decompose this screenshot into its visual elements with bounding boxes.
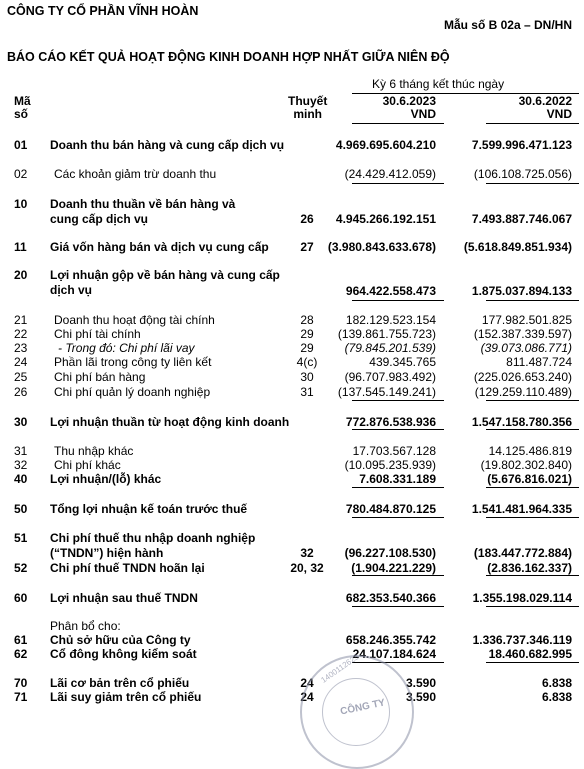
row-note: 27 — [300, 240, 314, 254]
row-code: 22 — [14, 327, 28, 341]
row-desc: Chi phí khác — [54, 458, 121, 472]
row-code: 61 — [14, 633, 28, 647]
row-v1: 964.422.558.473 — [345, 284, 436, 298]
subtotal-rule — [352, 517, 444, 518]
row-desc: Phân bổ cho: — [50, 619, 121, 633]
row-code: 10 — [14, 197, 28, 211]
row-desc: dịch vụ — [50, 283, 93, 297]
header-code-line2: số — [14, 107, 29, 121]
row-code: 11 — [14, 240, 27, 254]
subtotal-rule — [486, 517, 579, 518]
row-desc: cung cấp dịch vụ — [50, 212, 149, 226]
row-v2: 1.541.481.964.335 — [471, 502, 572, 516]
row-note: 20, 32 — [290, 561, 324, 575]
subtotal-rule — [486, 487, 579, 488]
row-v2: 811.487.724 — [506, 355, 572, 369]
row-v2: 177.982.501.825 — [481, 313, 572, 327]
period-header: Kỳ 6 tháng kết thúc ngày — [372, 77, 505, 91]
row-desc: Phần lãi trong công ty liên kết — [54, 355, 212, 369]
row-desc: Chi phí bán hàng — [54, 370, 146, 384]
header-col-2023-unit: VND — [410, 107, 436, 121]
row-desc: Chi phí tài chính — [54, 327, 141, 341]
header-rule-2022 — [486, 123, 579, 124]
row-v2: 7.599.996.471.123 — [471, 138, 572, 152]
subtotal-rule — [352, 575, 444, 576]
row-v2: 1.875.037.894.133 — [471, 284, 572, 298]
row-note: 31 — [300, 385, 314, 399]
subtotal-rule — [486, 662, 579, 663]
header-code — [14, 95, 31, 121]
row-v1: (137.545.149.241) — [337, 385, 436, 399]
row-v1: 17.703.567.128 — [352, 444, 436, 458]
row-v2: 14.125.486.819 — [488, 444, 572, 458]
row-v2: 7.493.887.746.067 — [471, 212, 572, 226]
subtotal-rule — [486, 606, 579, 607]
row-v2: 6.838 — [541, 690, 572, 704]
row-code: 62 — [14, 647, 28, 661]
row-v1: (10.095.235.939) — [344, 458, 436, 472]
subtotal-rule — [352, 606, 444, 607]
row-v1: (96.707.983.492) — [344, 370, 436, 384]
row-desc: Chi phí thuế thu nhập doanh nghiệp — [50, 531, 256, 545]
subtotal-rule — [352, 429, 444, 430]
row-v2: 1.547.158.780.356 — [471, 415, 572, 429]
row-desc: Doanh thu thuần về bán hàng và — [50, 197, 236, 211]
header-note-line1: Thuyết — [288, 94, 328, 108]
subtotal-rule — [486, 575, 579, 576]
row-v2: (5.676.816.021) — [487, 472, 572, 486]
row-code: 20 — [14, 268, 28, 282]
row-v2: (152.387.339.597) — [473, 327, 572, 341]
row-v1: 772.876.538.936 — [345, 415, 436, 429]
row-v2: 18.460.682.995 — [488, 647, 572, 661]
row-desc: Chi phí quản lý doanh nghiệp — [54, 385, 211, 399]
row-note: 24 — [300, 676, 314, 690]
row-v1: 4.945.266.192.151 — [335, 212, 436, 226]
row-v2: (19.802.302.840) — [480, 458, 572, 472]
row-note: 4(c) — [296, 355, 318, 369]
row-v1: (24.429.412.059) — [344, 167, 436, 181]
row-v1: (79.845.201.539) — [344, 341, 436, 355]
row-desc: Doanh thu bán hàng và cung cấp dịch vụ — [50, 138, 285, 152]
row-desc: Các khoản giảm trừ doanh thu — [54, 167, 217, 181]
row-v1: (3.980.843.633.678) — [327, 240, 436, 254]
row-desc: Doanh thu hoạt động tài chính — [54, 313, 215, 327]
row-desc: (“TNDN”) hiện hành — [50, 546, 164, 560]
row-v1: 182.129.523.154 — [345, 313, 436, 327]
subtotal-rule — [486, 429, 579, 430]
row-v1: 7.608.331.189 — [359, 472, 436, 486]
row-note: 29 — [300, 341, 314, 355]
row-note: 30 — [300, 370, 314, 384]
company-name: CÔNG TY CỔ PHẦN VĨNH HOÀN — [7, 4, 199, 18]
row-v1: 3.590 — [405, 676, 436, 690]
row-v2: (106.108.725.056) — [473, 167, 572, 181]
row-v1: 3.590 — [405, 690, 436, 704]
header-col-2022-unit: VND — [546, 107, 572, 121]
row-desc: Lợi nhuận thuần từ hoạt động kinh doanh — [50, 415, 290, 429]
header-note — [288, 95, 327, 121]
row-desc: Lãi suy giảm trên cổ phiếu — [50, 690, 202, 704]
seal-text: CÔNG TY — [339, 697, 387, 718]
header-col-2022-date: 30.6.2022 — [518, 94, 572, 108]
row-desc: Thu nhập khác — [54, 444, 134, 458]
row-code: 01 — [14, 138, 28, 152]
row-code: 32 — [14, 458, 28, 472]
subtotal-rule — [486, 183, 579, 184]
seal-number: 1400112623 — [319, 652, 361, 685]
row-code: 25 — [14, 370, 28, 384]
row-code: 60 — [14, 591, 28, 605]
row-v2: (225.026.653.240) — [473, 370, 572, 384]
row-note: 28 — [300, 313, 314, 327]
subtotal-rule — [352, 487, 444, 488]
subtotal-rule — [352, 400, 444, 401]
header-col-2023-date: 30.6.2023 — [382, 94, 436, 108]
row-v1: 24.107.184.624 — [352, 647, 436, 661]
row-v1: 658.246.355.742 — [345, 633, 436, 647]
form-code: Mẫu số B 02a – DN/HN — [443, 18, 572, 32]
row-code: 21 — [14, 313, 28, 327]
row-code: 26 — [14, 385, 28, 399]
row-v1: 439.345.765 — [369, 355, 436, 369]
row-note: 32 — [300, 546, 314, 560]
row-desc: Lợi nhuận sau thuế TNDN — [50, 591, 198, 605]
row-v2: 6.838 — [541, 676, 572, 690]
row-desc: - Trong đó: Chi phí lãi vay — [58, 341, 195, 355]
row-v2: (2.836.162.337) — [487, 561, 572, 575]
row-v2: (129.259.110.489) — [474, 385, 572, 399]
row-v2: (39.073.086.771) — [480, 341, 572, 355]
header-code-line1: Mã — [14, 94, 31, 108]
subtotal-rule — [486, 300, 579, 301]
row-code: 24 — [14, 355, 28, 369]
row-v1: (96.227.108.530) — [344, 546, 436, 560]
subtotal-rule — [486, 400, 579, 401]
row-desc: Chủ sở hữu của Công ty — [50, 633, 191, 647]
row-code: 23 — [14, 341, 28, 355]
subtotal-rule — [352, 300, 444, 301]
header-rule-2023 — [352, 123, 444, 124]
subtotal-rule — [352, 183, 444, 184]
row-v2: 1.355.198.029.114 — [472, 591, 572, 605]
row-note: 26 — [300, 212, 314, 226]
row-desc: Lãi cơ bản trên cổ phiếu — [50, 676, 190, 690]
row-code: 40 — [14, 472, 28, 486]
row-v2: 1.336.737.346.119 — [472, 633, 572, 647]
row-code: 50 — [14, 502, 28, 516]
row-code: 71 — [14, 690, 28, 704]
row-desc: Lợi nhuận gộp về bán hàng và cung cấp — [50, 268, 280, 282]
row-code: 51 — [14, 531, 28, 545]
row-desc: Giá vốn hàng bán và dịch vụ cung cấp — [50, 240, 269, 254]
header-col-2023 — [383, 95, 436, 121]
report-title: BÁO CÁO KẾT QUẢ HOẠT ĐỘNG KINH DOANH HỢP NHẤT GIỮA NIÊN ĐỘ — [7, 50, 450, 64]
row-v1: 682.353.540.366 — [345, 591, 436, 605]
row-v2: (5.618.849.851.934) — [463, 240, 572, 254]
header-note-line2: minh — [293, 107, 322, 121]
row-code: 31 — [14, 444, 28, 458]
row-code: 02 — [14, 167, 28, 181]
row-v1: 780.484.870.125 — [345, 502, 436, 516]
row-desc: Cổ đông không kiểm soát — [50, 647, 197, 661]
row-desc: Lợi nhuận/(lỗ) khác — [50, 472, 162, 486]
row-v1: 4.969.695.604.210 — [335, 138, 436, 152]
row-note: 24 — [300, 690, 314, 704]
row-v2: (183.447.772.884) — [473, 546, 572, 560]
row-code: 30 — [14, 415, 28, 429]
row-v1: (139.861.755.723) — [337, 327, 436, 341]
row-desc: Tổng lợi nhuận kế toán trước thuế — [50, 502, 248, 516]
row-code: 52 — [14, 561, 28, 575]
row-code: 70 — [14, 676, 28, 690]
row-note: 29 — [300, 327, 314, 341]
row-v1: (1.904.221.229) — [351, 561, 436, 575]
header-col-2022 — [519, 95, 572, 121]
row-desc: Chi phí thuế TNDN hoãn lại — [50, 561, 205, 575]
